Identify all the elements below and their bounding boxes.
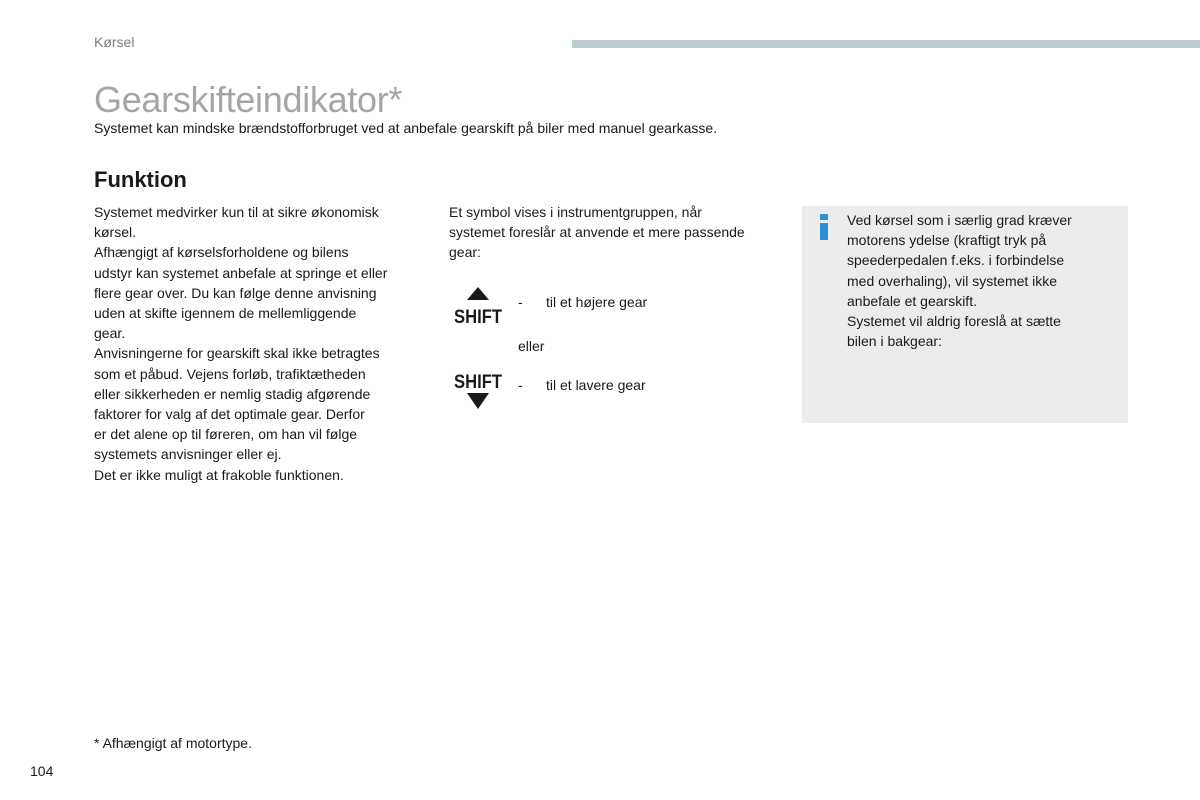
text-line: Det er ikke muligt at frakoble funktionen. <box>94 466 344 483</box>
text-line: systemet foreslår at anvende et mere passende <box>449 224 745 241</box>
info-text <box>847 210 1117 351</box>
lower-gear-label: til et lavere gear <box>546 377 646 393</box>
text-line: Afhængigt af kørselsforholdene og bilens <box>94 244 349 261</box>
text-line: bilen i bakgear: <box>847 333 942 350</box>
text-line: eller sikkerheden er nemlig stadig afgørende <box>94 385 371 402</box>
text-line: Systemet vil aldrig foreslå at sætte <box>847 313 1061 330</box>
middle-text-column <box>449 202 789 263</box>
text-line: uden at skifte igennem de mellemliggende <box>94 305 357 322</box>
higher-gear-label: til et højere gear <box>546 294 648 310</box>
section-label: Kørsel <box>94 34 135 50</box>
text-line: som et påbud. Vejens forløb, trafiktætheden <box>94 365 366 382</box>
shift-down-icon <box>452 371 504 411</box>
text-line: Et symbol vises i instrumentgruppen, når <box>449 204 702 220</box>
page-title: Gearskifteindikator* <box>94 79 403 120</box>
dash: - <box>518 294 523 310</box>
text-line: Systemet medvirker kun til at sikre økonomisk <box>94 204 379 220</box>
page-number: 104 <box>30 763 54 779</box>
text-line: med overhaling), vil systemet ikke <box>847 272 1058 289</box>
text-line: Anvisningerne for gearskift skal ikke betragtes <box>94 345 380 362</box>
text-line: gear: <box>449 244 481 261</box>
text-line: kørsel. <box>94 224 136 241</box>
higher-gear-row <box>518 293 647 311</box>
text-line: udstyr kan systemet anbefale at springe et eller <box>94 264 388 281</box>
text-line: systemets anvisninger eller ej. <box>94 446 282 463</box>
text-line: gear. <box>94 325 126 342</box>
text-line: motorens ydelse (kraftigt tryk på <box>847 232 1047 249</box>
text-line: anbefale et gearskift. <box>847 292 977 309</box>
shift-up-icon <box>452 286 504 326</box>
page-subtitle: Systemet kan mindske brændstofforbruget ved at anbefale gearskift på biler med manuel gearkasse. <box>94 120 718 136</box>
text-line: er det alene op til føreren, om han vil følge <box>94 426 358 443</box>
lower-gear-row <box>518 376 646 394</box>
header-bar <box>572 40 1200 48</box>
footnote: * Afhængigt af motortype. <box>94 735 252 751</box>
dash: - <box>518 377 523 393</box>
left-text-column <box>94 202 424 485</box>
shift-up-label: SHIFT <box>454 307 503 326</box>
text-line: speederpedalen f.eks. i forbindelse <box>847 252 1065 269</box>
info-box <box>802 206 1128 423</box>
shift-down-label: SHIFT <box>454 372 503 393</box>
info-icon <box>817 214 831 240</box>
section-heading: Funktion <box>94 167 187 192</box>
text-line: Ved kørsel som i særlig grad kræver <box>847 212 1072 228</box>
text-line: flere gear over. Du kan følge denne anvisning <box>94 284 377 301</box>
or-label: eller <box>518 338 545 354</box>
text-line: faktorer for valg af det optimale gear. Derfor <box>94 406 365 423</box>
